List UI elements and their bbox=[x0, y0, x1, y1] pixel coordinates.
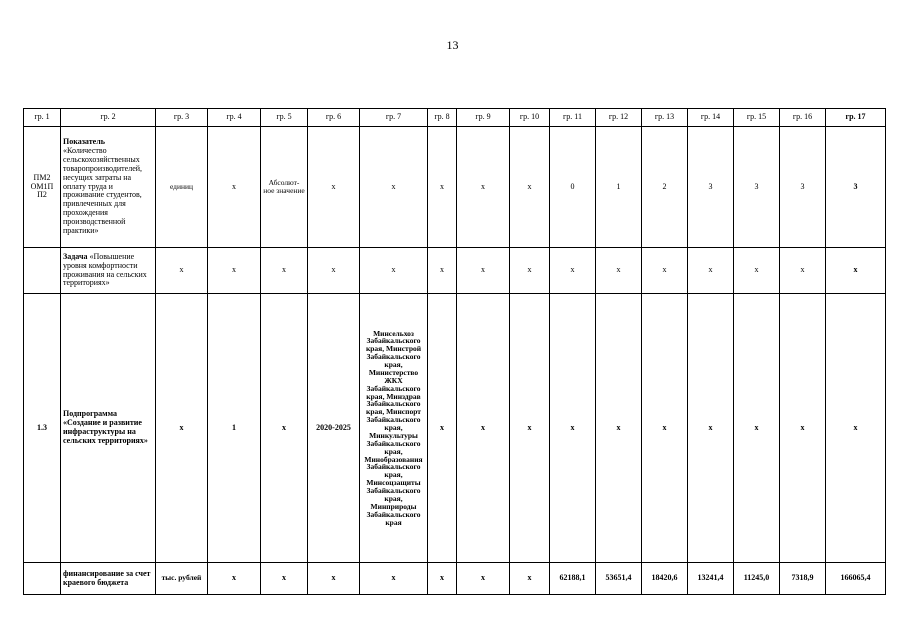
subprogram-cell-13: x bbox=[642, 294, 688, 563]
table-row-financing bbox=[24, 563, 886, 595]
col-header-12: гр. 12 bbox=[596, 109, 642, 127]
table-row-subprogram bbox=[24, 294, 886, 563]
col-header-17: гр. 17 bbox=[826, 109, 886, 127]
financing-name: финансирование за счет краевого бюджета bbox=[61, 563, 156, 595]
subprogram-code: 1.3 bbox=[24, 294, 61, 563]
col-header-1: гр. 1 bbox=[24, 109, 61, 127]
indicator-unit: единиц bbox=[156, 127, 208, 248]
task-cell-11: x bbox=[550, 248, 596, 294]
indicator-cell-8: x bbox=[428, 127, 457, 248]
indicator-cell-11: 0 bbox=[550, 127, 596, 248]
col-header-15: гр. 15 bbox=[734, 109, 780, 127]
col-header-6: гр. 6 bbox=[308, 109, 360, 127]
task-cell-3: x bbox=[156, 248, 208, 294]
col-header-14: гр. 14 bbox=[688, 109, 734, 127]
task-name-label: Задача bbox=[63, 251, 88, 261]
indicator-cell-15: 3 bbox=[734, 127, 780, 248]
col-header-11: гр. 11 bbox=[550, 109, 596, 127]
task-cell-9: x bbox=[457, 248, 510, 294]
financing-cell-10: x bbox=[510, 563, 550, 595]
subprogram-cell-4: 1 bbox=[208, 294, 261, 563]
task-cell-10: x bbox=[510, 248, 550, 294]
task-cell-13: x bbox=[642, 248, 688, 294]
subprogram-cell-9: x bbox=[457, 294, 510, 563]
col-header-4: гр. 4 bbox=[208, 109, 261, 127]
task-name bbox=[61, 248, 156, 294]
header-row bbox=[24, 109, 886, 127]
subprogram-cell-16: x bbox=[780, 294, 826, 563]
indicator-cell-12: 1 bbox=[596, 127, 642, 248]
subprogram-cell-17: x bbox=[826, 294, 886, 563]
subprogram-cell-12: x bbox=[596, 294, 642, 563]
task-cell-12: x bbox=[596, 248, 642, 294]
financing-cell-13: 18420,6 bbox=[642, 563, 688, 595]
financing-cell-12: 53651,4 bbox=[596, 563, 642, 595]
task-cell-17: x bbox=[826, 248, 886, 294]
task-code bbox=[24, 248, 61, 294]
task-cell-6: x bbox=[308, 248, 360, 294]
col-header-16: гр. 16 bbox=[780, 109, 826, 127]
table-row-indicator bbox=[24, 127, 886, 248]
indicator-name-label: Показатель bbox=[63, 136, 105, 146]
indicator-type: Абсолют-ное значение bbox=[261, 127, 308, 248]
task-name-text: «Повышение уровня комфортности проживания на сельских территориях» bbox=[63, 251, 147, 288]
financing-cell-11: 62188,1 bbox=[550, 563, 596, 595]
indicator-cell-16: 3 bbox=[780, 127, 826, 248]
subprogram-cell-11: x bbox=[550, 294, 596, 563]
col-header-9: гр. 9 bbox=[457, 109, 510, 127]
financing-cell-4: x bbox=[208, 563, 261, 595]
indicator-cell-4: x bbox=[208, 127, 261, 248]
subprogram-period: 2020-2025 bbox=[308, 294, 360, 563]
indicator-code: ПМ2 ОМ1П П2 bbox=[24, 127, 61, 248]
indicator-cell-7: x bbox=[360, 127, 428, 248]
col-header-2: гр. 2 bbox=[61, 109, 156, 127]
subprogram-cell-10: x bbox=[510, 294, 550, 563]
indicator-cell-14: 3 bbox=[688, 127, 734, 248]
col-header-8: гр. 8 bbox=[428, 109, 457, 127]
subprogram-name: Подпрограмма «Создание и развитие инфраструктуры на сельских территориях» bbox=[61, 294, 156, 563]
financing-cell-9: x bbox=[457, 563, 510, 595]
indicator-cell-13: 2 bbox=[642, 127, 688, 248]
task-cell-15: x bbox=[734, 248, 780, 294]
financing-code bbox=[24, 563, 61, 595]
program-table bbox=[23, 108, 886, 595]
page-number: 13 bbox=[446, 38, 459, 52]
col-header-7: гр. 7 bbox=[360, 109, 428, 127]
task-cell-5: x bbox=[261, 248, 308, 294]
col-header-3: гр. 3 bbox=[156, 109, 208, 127]
financing-cell-6: x bbox=[308, 563, 360, 595]
financing-cell-5: x bbox=[261, 563, 308, 595]
financing-cell-16: 7318,9 bbox=[780, 563, 826, 595]
col-header-5: гр. 5 bbox=[261, 109, 308, 127]
table-row-task bbox=[24, 248, 886, 294]
indicator-cell-10: x bbox=[510, 127, 550, 248]
subprogram-cell-15: x bbox=[734, 294, 780, 563]
financing-cell-14: 13241,4 bbox=[688, 563, 734, 595]
indicator-cell-6: x bbox=[308, 127, 360, 248]
financing-cell-17: 166065,4 bbox=[826, 563, 886, 595]
task-cell-16: x bbox=[780, 248, 826, 294]
subprogram-executors: Минсельхоз Забайкальского края, Минстрой Забайкальского края, Министерство ЖКХ Забайкальского края, Минздрав Забайкальского края, Минспорт Забайкальского края, Минкультуры Забайкальского края, Минобразования Забайкальского края, Минсоцзащиты Забайкальского края, Минприроды Забайкальского края bbox=[360, 294, 428, 563]
financing-unit: тыс. рублей bbox=[156, 563, 208, 595]
subprogram-cell-5: x bbox=[261, 294, 308, 563]
financing-cell-15: 11245,0 bbox=[734, 563, 780, 595]
financing-cell-7: x bbox=[360, 563, 428, 595]
task-cell-4: x bbox=[208, 248, 261, 294]
subprogram-cell-14: x bbox=[688, 294, 734, 563]
indicator-name bbox=[61, 127, 156, 248]
indicator-name-text: «Количество сельскохозяйственных товаропроизводителей, несущих затраты на оплату труда и проживание студентов, привлеченных для прохождения производственной практики» bbox=[63, 145, 143, 236]
col-header-10: гр. 10 bbox=[510, 109, 550, 127]
task-cell-14: x bbox=[688, 248, 734, 294]
task-cell-7: x bbox=[360, 248, 428, 294]
indicator-cell-17: 3 bbox=[826, 127, 886, 248]
subprogram-cell-8: x bbox=[428, 294, 457, 563]
col-header-13: гр. 13 bbox=[642, 109, 688, 127]
task-cell-8: x bbox=[428, 248, 457, 294]
indicator-cell-9: x bbox=[457, 127, 510, 248]
financing-cell-8: x bbox=[428, 563, 457, 595]
subprogram-cell-3: x bbox=[156, 294, 208, 563]
